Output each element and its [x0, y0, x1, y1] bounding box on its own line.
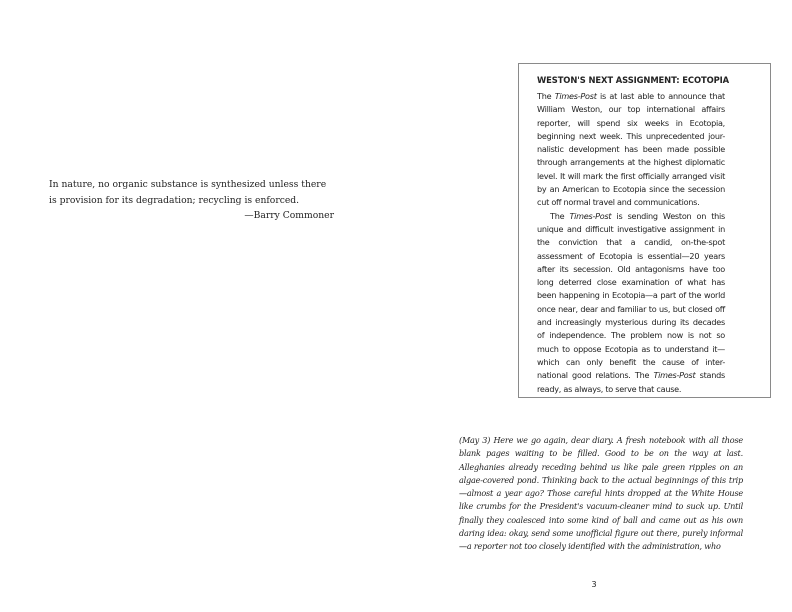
sidebar-paragraph-1	[537, 90, 725, 210]
sidebar-paragraph-2	[537, 210, 725, 396]
sidebar-content	[537, 73, 730, 396]
page-number: 3	[591, 580, 597, 589]
diary-entry	[459, 434, 743, 554]
text-run: The	[537, 91, 555, 101]
newspaper-name: Times-Post	[653, 370, 696, 381]
newspaper-sidebar-box	[518, 63, 771, 398]
newspaper-name: Times-Post	[569, 210, 612, 221]
epigraph-attribution: —Barry Commoner	[244, 210, 334, 221]
diary-text: (May 3) Here we go again, dear diary. A fresh notebook with all those blank pages waiting to be filled. Good to be on the way at last. Alleghanies already receding behind us like pale green ripples on an algae-covered pond. Thinking back to the actual beginnings of this trip—almost a year ago? Those careful hints dropped at the White House like crumbs for the President's vacuum-cleaner mind to suck up. Until finally they coalesced into some kind of ball and came out as his own daring idea: okay, send some unofficial figure out there, purely informal—a reporter not too closely identified with the administration, who	[459, 435, 743, 552]
text-run: is sending Weston on this unique and difficult investigative assignment in the conviction that a candid, on-the-spot assessment of Ecotopia is essential—20 years after its secession. Old antagonisms have too long deterred close examination of what has been happening in Ecotopia—a part of the world once near, dear and familiar to us, but closed off and increasingly mysterious during its decades of independence. The problem now is not so much to oppose Ecotopia as to understand it—which can only benefit the cause of inter-national good relations. The	[537, 210, 725, 381]
text-run: is at last able to announce that William Weston, our top international affairs reporter, will spend six weeks in Ecotopia, beginning next week. This unprecedented jour-nalistic development has been made possible through arrangements at the highest diplomatic level. It will mark the first officially arranged visit by an American to Ecotopia since the secession cut off normal travel and communications.	[537, 91, 725, 208]
newspaper-name: Times-Post	[554, 91, 597, 101]
text-run: stands ready, as always, to serve that cause.	[537, 370, 725, 394]
text-run: The	[550, 210, 570, 221]
epigraph-quote: In nature, no organic substance is synthesized unless there is provision for its degradation; recycling is enforced.	[49, 179, 327, 206]
epigraph	[49, 177, 334, 224]
sidebar-title: WESTON'S NEXT ASSIGNMENT: ECOTOPIA	[537, 75, 730, 85]
